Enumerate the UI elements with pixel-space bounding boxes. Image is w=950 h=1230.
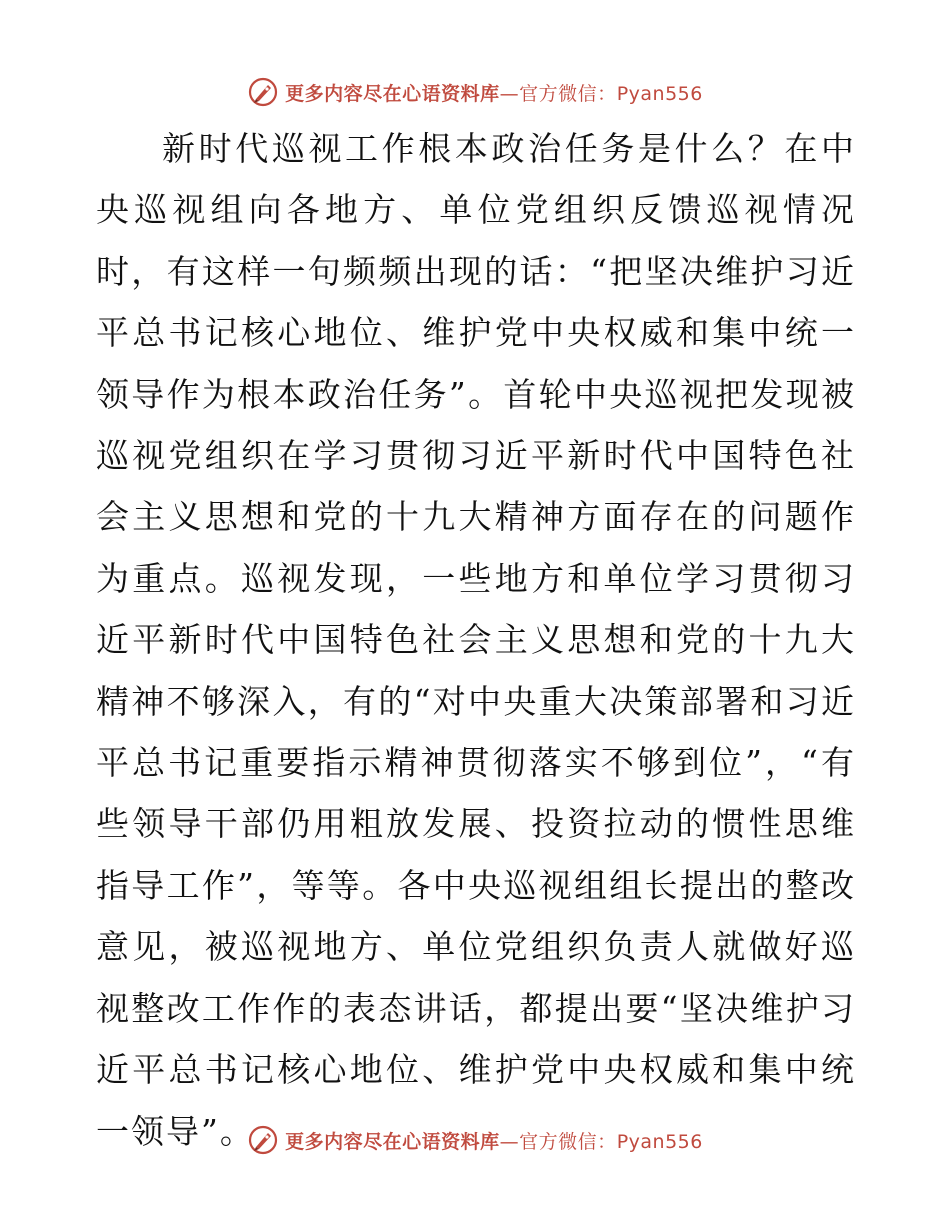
pen-nib-logo-icon: [247, 1124, 279, 1156]
watermark-separator: —: [499, 1130, 520, 1153]
watermark-wechat-id: Pyan556: [616, 1130, 703, 1153]
watermark-separator: —: [499, 82, 520, 105]
watermark-brand: 更多内容尽在心语资料库: [285, 82, 500, 105]
watermark-brand: 更多内容尽在心语资料库: [285, 1130, 500, 1153]
body-paragraph: 新时代巡视工作根本政治任务是什么？在中央巡视组向各地方、单位党组织反馈巡视情况时，有这样一句频频出现的话：“把坚决维护习近平总书记核心地位、维护党中央权威和集中统一领导作为根本政治任务”。首轮中央巡视把发现被巡视党组织在学习贯彻习近平新时代中国特色社会主义思想和党的十九大精神方面存在的问题作为重点。巡视发现，一些地方和单位学习贯彻习近平新时代中国特色社会主义思想和党的十九大精神不够深入，有的“对中央重大决策部署和习近平总书记重要指示精神贯彻落实不够到位”，“有些领导干部仍用粗放发展、投资拉动的惯性思维指导工作”，等等。各中央巡视组组长提出的整改意见，被巡视地方、单位党组织负责人就做好巡视整改工作作的表态讲话，都提出要“坚决维护习近平总书记核心地位、维护党中央权威和集中统一领导”。: [96, 129, 856, 1151]
watermark-text: [285, 1127, 703, 1154]
watermark-text: [285, 79, 703, 106]
document-body: [96, 118, 856, 1162]
watermark-label: 官方微信：: [519, 82, 617, 105]
watermark-wechat-id: Pyan556: [616, 82, 703, 105]
pen-nib-logo-icon: [247, 76, 279, 108]
footer-watermark: [0, 1120, 950, 1160]
watermark-label: 官方微信：: [519, 1130, 617, 1153]
header-watermark: [0, 72, 950, 112]
